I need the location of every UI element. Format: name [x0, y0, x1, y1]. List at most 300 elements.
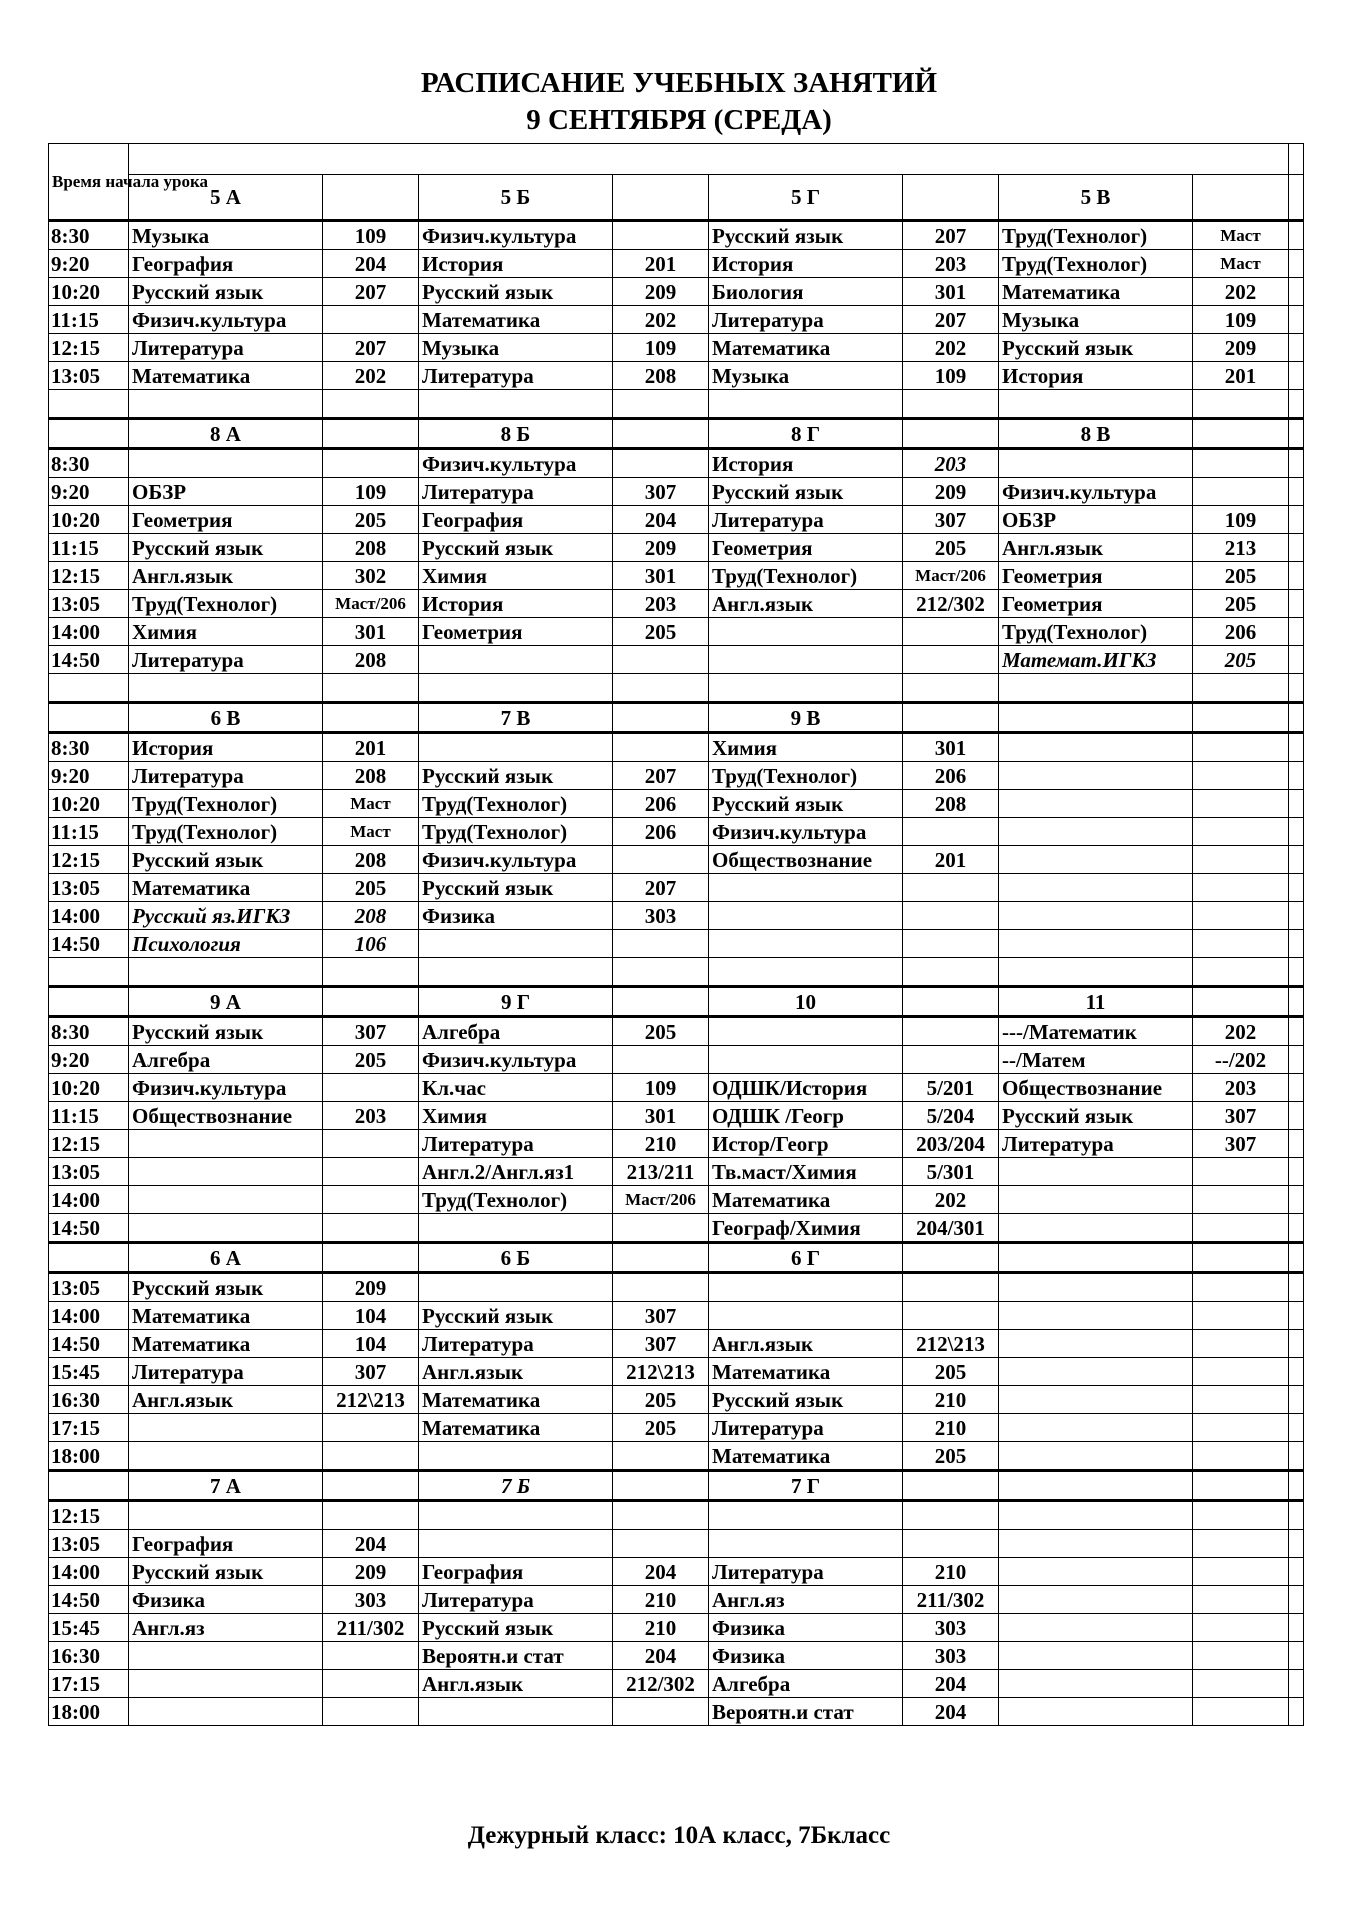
room: 212\213 — [323, 1386, 419, 1414]
lesson-time: 13:05 — [49, 874, 129, 902]
lesson-row — [49, 1074, 1304, 1102]
subject: Физич.культура — [999, 478, 1193, 506]
subject: География — [129, 1530, 323, 1558]
room — [1193, 478, 1289, 506]
row-edge — [1289, 703, 1304, 733]
room-header — [613, 419, 709, 449]
room — [1193, 1158, 1289, 1186]
subject: Труд(Технолог) — [999, 221, 1193, 250]
subject: История — [419, 250, 613, 278]
room — [1193, 846, 1289, 874]
room-header — [1193, 1243, 1289, 1273]
lesson-row — [49, 958, 1304, 987]
room-header — [903, 1243, 999, 1273]
room: 307 — [323, 1017, 419, 1046]
room — [613, 221, 709, 250]
lesson-row — [49, 1586, 1304, 1614]
room-header — [903, 703, 999, 733]
class-name: 9 Г — [419, 987, 613, 1017]
room: 203 — [1193, 1074, 1289, 1102]
lesson-row — [49, 1642, 1304, 1670]
subject: История — [999, 362, 1193, 390]
class-name: 5 А — [129, 175, 323, 221]
room: 205 — [323, 874, 419, 902]
room — [1193, 1558, 1289, 1586]
room: 205 — [613, 618, 709, 646]
lesson-row — [49, 306, 1304, 334]
lesson-time: 14:50 — [49, 930, 129, 958]
subject: Русский язык — [419, 762, 613, 790]
lesson-time — [49, 958, 129, 987]
room: 205 — [903, 1442, 999, 1471]
schedule-table — [48, 143, 1304, 1726]
lesson-time: 14:00 — [49, 902, 129, 930]
subject — [999, 1442, 1193, 1471]
subject — [129, 1158, 323, 1186]
lesson-row — [49, 1698, 1304, 1726]
room: 212\213 — [903, 1330, 999, 1358]
lesson-row — [49, 1273, 1304, 1302]
subject: Химия — [419, 1102, 613, 1130]
subject: Математика — [709, 1186, 903, 1214]
room — [1193, 1414, 1289, 1442]
room — [1193, 1186, 1289, 1214]
room: 307 — [613, 478, 709, 506]
subject: Химия — [129, 618, 323, 646]
subject — [999, 930, 1193, 958]
subject: Русский язык — [709, 478, 903, 506]
header-blank — [129, 144, 1289, 175]
lesson-row — [49, 390, 1304, 419]
room: 206 — [903, 762, 999, 790]
subject: Труд(Технолог) — [709, 762, 903, 790]
room: 202 — [323, 362, 419, 390]
row-edge — [1289, 1130, 1304, 1158]
lesson-row — [49, 1186, 1304, 1214]
time-header — [49, 144, 208, 221]
subject: Геометрия — [999, 590, 1193, 618]
subject — [999, 1642, 1193, 1670]
room: 210 — [903, 1414, 999, 1442]
room: 205 — [613, 1414, 709, 1442]
subject: Литература — [419, 478, 613, 506]
class-header-row — [49, 419, 1304, 449]
room: 210 — [613, 1614, 709, 1642]
room — [323, 674, 419, 703]
row-edge — [1289, 1273, 1304, 1302]
subject — [419, 1698, 613, 1726]
row-edge — [1289, 1586, 1304, 1614]
class-name: 8 А — [129, 419, 323, 449]
room — [613, 958, 709, 987]
room — [613, 1530, 709, 1558]
subject — [129, 958, 323, 987]
row-edge — [1289, 1158, 1304, 1186]
room — [903, 1302, 999, 1330]
room: 210 — [613, 1130, 709, 1158]
room — [903, 902, 999, 930]
row-edge — [1289, 790, 1304, 818]
subject — [999, 674, 1193, 703]
lesson-row — [49, 1614, 1304, 1642]
subject: Англ.язык — [419, 1670, 613, 1698]
row-edge — [1289, 1330, 1304, 1358]
subject — [709, 618, 903, 646]
subject — [709, 930, 903, 958]
lesson-row — [49, 449, 1304, 478]
subject: --/Матем — [999, 1046, 1193, 1074]
room-header — [903, 175, 999, 221]
subject — [999, 1698, 1193, 1726]
room — [613, 1273, 709, 1302]
lesson-row — [49, 1442, 1304, 1471]
room — [1193, 1586, 1289, 1614]
subject: Алгебра — [129, 1046, 323, 1074]
subject — [129, 1642, 323, 1670]
subject: Русский яз.ИГКЗ — [129, 902, 323, 930]
class-name: 8 Г — [709, 419, 903, 449]
class-name: 9 В — [709, 703, 903, 733]
subject — [709, 1273, 903, 1302]
row-edge — [1289, 562, 1304, 590]
lesson-row — [49, 1130, 1304, 1158]
subject: Русский язык — [419, 278, 613, 306]
subject: Англ.2/Англ.яз1 — [419, 1158, 613, 1186]
room: 212/302 — [903, 590, 999, 618]
row-edge — [1289, 1642, 1304, 1670]
subject — [999, 1614, 1193, 1642]
row-edge — [1289, 1358, 1304, 1386]
room — [613, 390, 709, 419]
room — [1193, 1530, 1289, 1558]
lesson-time: 14:50 — [49, 1586, 129, 1614]
row-edge — [1289, 1017, 1304, 1046]
room — [1193, 1302, 1289, 1330]
lesson-row — [49, 506, 1304, 534]
room-header — [613, 703, 709, 733]
room — [903, 1501, 999, 1530]
subject: Труд(Технолог) — [129, 790, 323, 818]
room — [903, 674, 999, 703]
subject — [419, 1273, 613, 1302]
row-edge — [1289, 221, 1304, 250]
lesson-row — [49, 1214, 1304, 1243]
subject: Математика — [709, 1442, 903, 1471]
lesson-row — [49, 1530, 1304, 1558]
subject — [419, 930, 613, 958]
lesson-row — [49, 762, 1304, 790]
subject — [129, 1214, 323, 1243]
subject: Физика — [129, 1586, 323, 1614]
subject: Алгебра — [709, 1670, 903, 1698]
room: 210 — [903, 1558, 999, 1586]
lesson-row — [49, 1501, 1304, 1530]
room-header — [323, 1243, 419, 1273]
room — [903, 1530, 999, 1558]
room — [1193, 1642, 1289, 1670]
lesson-row — [49, 1017, 1304, 1046]
room: 209 — [323, 1558, 419, 1586]
room: 303 — [613, 902, 709, 930]
lesson-row — [49, 221, 1304, 250]
lesson-row — [49, 790, 1304, 818]
room: Маст — [1193, 250, 1289, 278]
subject — [709, 874, 903, 902]
class-header-blank — [49, 1471, 129, 1501]
row-edge — [1289, 590, 1304, 618]
class-name: 6 В — [129, 703, 323, 733]
row-edge — [1289, 874, 1304, 902]
room: 202 — [1193, 278, 1289, 306]
room — [323, 1186, 419, 1214]
subject: Физич.культура — [419, 1046, 613, 1074]
subject: Истор/Геогр — [709, 1130, 903, 1158]
room — [903, 818, 999, 846]
subject — [129, 1186, 323, 1214]
row-edge — [1289, 818, 1304, 846]
subject: Физич.культура — [419, 846, 613, 874]
room: 212/302 — [613, 1670, 709, 1698]
room — [1193, 1698, 1289, 1726]
room: Маст — [323, 790, 419, 818]
subject: Англ.язык — [129, 1386, 323, 1414]
room: 209 — [903, 478, 999, 506]
lesson-time: 8:30 — [49, 221, 129, 250]
row-edge — [1289, 334, 1304, 362]
lesson-time: 8:30 — [49, 733, 129, 762]
room: 203 — [323, 1102, 419, 1130]
row-edge — [1289, 1698, 1304, 1726]
room-header — [323, 419, 419, 449]
row-edge — [1289, 1471, 1304, 1501]
room: 208 — [323, 762, 419, 790]
row-edge — [1289, 1046, 1304, 1074]
subject: Математика — [419, 1386, 613, 1414]
subject — [999, 1302, 1193, 1330]
subject — [419, 1501, 613, 1530]
lesson-row — [49, 1358, 1304, 1386]
room — [1193, 1670, 1289, 1698]
subject — [999, 818, 1193, 846]
subject — [999, 1386, 1193, 1414]
lesson-time: 18:00 — [49, 1442, 129, 1471]
room: 202 — [613, 306, 709, 334]
room — [1193, 1614, 1289, 1642]
row-edge — [1289, 175, 1304, 221]
room — [903, 646, 999, 674]
lesson-row — [49, 902, 1304, 930]
room: 208 — [323, 534, 419, 562]
subject: Труд(Технолог) — [419, 1186, 613, 1214]
room: 307 — [903, 506, 999, 534]
room — [323, 1698, 419, 1726]
subject: Физика — [419, 902, 613, 930]
lesson-time: 8:30 — [49, 449, 129, 478]
subject — [709, 958, 903, 987]
room-header — [613, 175, 709, 221]
room: 301 — [903, 733, 999, 762]
class-name: 8 В — [999, 419, 1193, 449]
subject — [709, 1046, 903, 1074]
room: 303 — [323, 1586, 419, 1614]
subject: Литература — [709, 1414, 903, 1442]
lesson-row — [49, 478, 1304, 506]
class-header-row — [49, 703, 1304, 733]
room — [1193, 1214, 1289, 1243]
subject: Биология — [709, 278, 903, 306]
class-name: 6 Б — [419, 1243, 613, 1273]
room: 203/204 — [903, 1130, 999, 1158]
page-title: РАСПИСАНИЕ УЧЕБНЫХ ЗАНЯТИЙ — [420, 67, 938, 99]
room: 205 — [903, 1358, 999, 1386]
room — [613, 930, 709, 958]
subject: Обществознание — [999, 1074, 1193, 1102]
subject: Русский язык — [129, 534, 323, 562]
duty-class-note: Дежурный класс: 10А класс, 7Бкласс — [467, 1822, 891, 1849]
class-header-blank — [49, 987, 129, 1017]
subject: Русский язык — [419, 1614, 613, 1642]
room — [323, 390, 419, 419]
room-header — [323, 703, 419, 733]
room — [1193, 1273, 1289, 1302]
class-name: 10 — [709, 987, 903, 1017]
subject: Обществознание — [129, 1102, 323, 1130]
class-name: 5 Г — [709, 175, 903, 221]
class-name — [999, 1471, 1193, 1501]
subject: Математика — [129, 362, 323, 390]
subject: Русский язык — [129, 846, 323, 874]
subject: Математика — [129, 1302, 323, 1330]
lesson-row — [49, 590, 1304, 618]
room: 109 — [323, 221, 419, 250]
subject: Геометрия — [999, 562, 1193, 590]
row-edge — [1289, 506, 1304, 534]
room — [903, 958, 999, 987]
lesson-time: 12:15 — [49, 1130, 129, 1158]
subject: Труд(Технолог) — [999, 250, 1193, 278]
subject: Физич.культура — [709, 818, 903, 846]
room: 202 — [1193, 1017, 1289, 1046]
subject: Русский язык — [419, 874, 613, 902]
room: 5/201 — [903, 1074, 999, 1102]
subject — [709, 390, 903, 419]
subject — [129, 1670, 323, 1698]
room: 206 — [613, 790, 709, 818]
subject: Труд(Технолог) — [709, 562, 903, 590]
row-edge — [1289, 362, 1304, 390]
room — [613, 1501, 709, 1530]
subject: История — [709, 449, 903, 478]
room: 207 — [903, 306, 999, 334]
lesson-time: 10:20 — [49, 1074, 129, 1102]
room — [1193, 930, 1289, 958]
room: 204 — [323, 250, 419, 278]
room: Маст/206 — [903, 562, 999, 590]
subject — [419, 958, 613, 987]
lesson-time: 13:05 — [49, 362, 129, 390]
subject — [999, 1358, 1193, 1386]
lesson-time: 14:50 — [49, 1214, 129, 1243]
room-header — [1193, 419, 1289, 449]
subject: Литература — [419, 1586, 613, 1614]
room — [613, 646, 709, 674]
class-name: 5 Б — [419, 175, 613, 221]
subject — [419, 674, 613, 703]
lesson-time: 10:20 — [49, 790, 129, 818]
row-edge — [1289, 902, 1304, 930]
room — [323, 1214, 419, 1243]
room: 104 — [323, 1302, 419, 1330]
subject: Труд(Технолог) — [419, 790, 613, 818]
room — [613, 1698, 709, 1726]
lesson-row — [49, 733, 1304, 762]
class-name: 7 Б — [419, 1471, 613, 1501]
lesson-row — [49, 362, 1304, 390]
lesson-time: 17:15 — [49, 1670, 129, 1698]
subject: Англ.язык — [999, 534, 1193, 562]
room: 301 — [613, 1102, 709, 1130]
lesson-time: 12:15 — [49, 334, 129, 362]
lesson-time: 12:15 — [49, 1501, 129, 1530]
room: 201 — [613, 250, 709, 278]
subject — [999, 449, 1193, 478]
subject: Физич.культура — [129, 1074, 323, 1102]
room: 201 — [903, 846, 999, 874]
room: 204/301 — [903, 1214, 999, 1243]
room: 307 — [1193, 1102, 1289, 1130]
subject: Музыка — [999, 306, 1193, 334]
row-edge — [1289, 390, 1304, 419]
subject: Математика — [709, 334, 903, 362]
lesson-time: 15:45 — [49, 1358, 129, 1386]
subject: Математика — [709, 1358, 903, 1386]
room: 204 — [903, 1698, 999, 1726]
room: 301 — [903, 278, 999, 306]
room: 307 — [1193, 1130, 1289, 1158]
room: 201 — [323, 733, 419, 762]
header-row — [49, 144, 1304, 175]
room: 209 — [1193, 334, 1289, 362]
room: 205 — [1193, 590, 1289, 618]
room: 209 — [323, 1273, 419, 1302]
room: 204 — [323, 1530, 419, 1558]
lesson-time: 14:00 — [49, 1558, 129, 1586]
row-edge — [1289, 1302, 1304, 1330]
room — [1193, 874, 1289, 902]
subject — [129, 1414, 323, 1442]
row-edge — [1289, 1414, 1304, 1442]
row-edge — [1289, 733, 1304, 762]
room — [1193, 958, 1289, 987]
subject: Труд(Технолог) — [419, 818, 613, 846]
subject: Англ.язык — [709, 590, 903, 618]
lesson-time: 13:05 — [49, 1158, 129, 1186]
class-header-row — [49, 987, 1304, 1017]
subject — [709, 1302, 903, 1330]
lesson-row — [49, 1158, 1304, 1186]
room: 303 — [903, 1614, 999, 1642]
subject: Русский язык — [419, 534, 613, 562]
subject — [419, 1530, 613, 1558]
lesson-row — [49, 1386, 1304, 1414]
subject — [999, 1330, 1193, 1358]
subject — [999, 1186, 1193, 1214]
subject: Физика — [709, 1642, 903, 1670]
room: 210 — [613, 1586, 709, 1614]
room: 204 — [903, 1670, 999, 1698]
lesson-row — [49, 278, 1304, 306]
subject: Психология — [129, 930, 323, 958]
